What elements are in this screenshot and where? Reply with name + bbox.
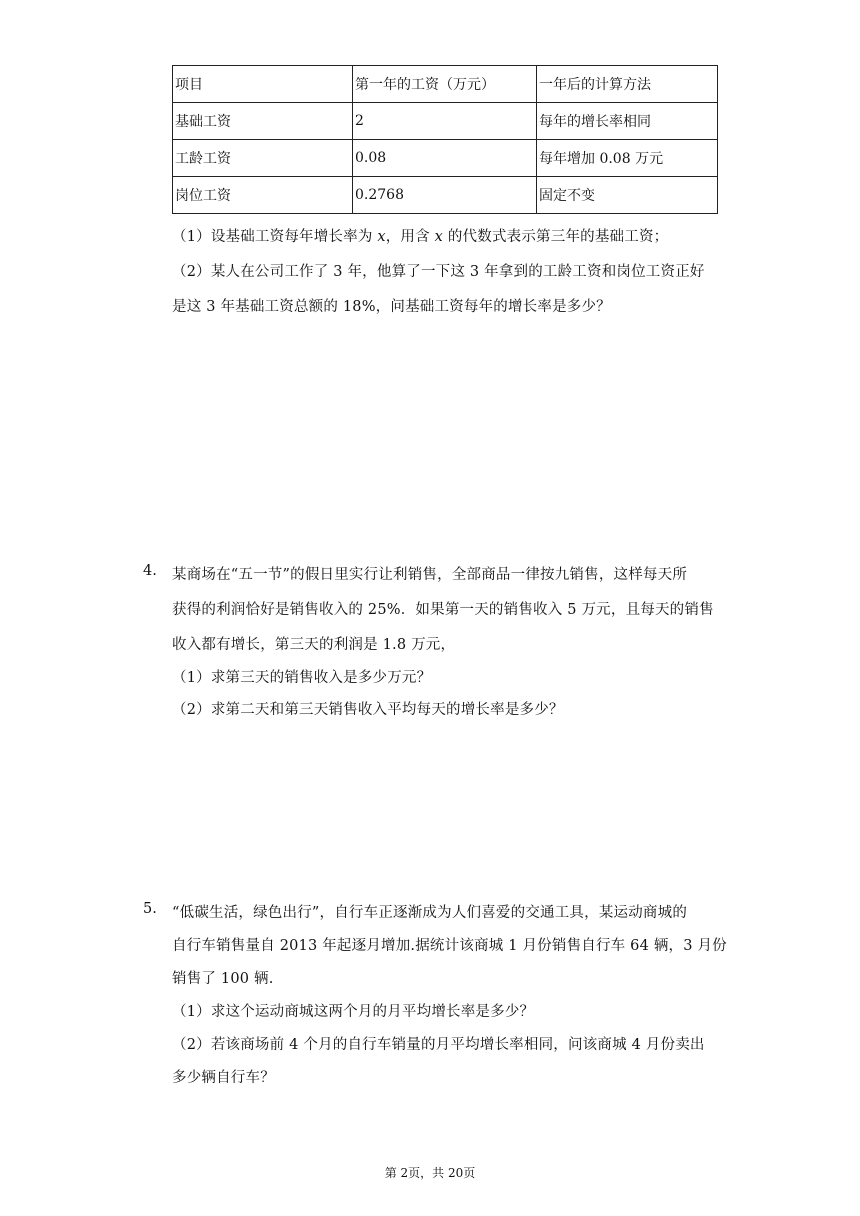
- table-row: [173, 140, 718, 177]
- table-row: [173, 103, 718, 140]
- table-cell: 岗位工资: [173, 177, 353, 214]
- table-cell: 0.2768: [353, 177, 537, 214]
- question-number: 5.: [143, 901, 157, 917]
- table-cell: 工龄工资: [173, 140, 353, 177]
- q4-part2: （2）求第二天和第三天销售收入平均每天的增长率是多少？: [172, 702, 564, 718]
- q5-part2-line1: （2）若该商场前 4 个月的自行车销量的月平均增长率相同，问该商城 4 月份卖出: [172, 1037, 705, 1053]
- variable-x: x: [434, 229, 444, 245]
- q3-part2-line1: （2）某人在公司工作了 3 年，他算了一下这 3 年拿到的工龄工资和岗位工资正好: [172, 264, 705, 280]
- q4-line2: 获得的利润恰好是销售收入的 25%．如果第一天的销售收入 5 万元，且每天的销售: [172, 602, 714, 618]
- table-cell: 0.08: [353, 140, 537, 177]
- q5-line3: 销售了 100 辆.: [172, 971, 274, 987]
- table-cell: 2: [353, 103, 537, 140]
- question-number: 4.: [143, 563, 157, 579]
- q4-part1: （1）求第三天的销售收入是多少万元？: [172, 670, 432, 686]
- q5-line1: “低碳生活，绿色出行”，自行车正逐渐成为人们喜爱的交通工具，某运动商城的: [172, 905, 688, 921]
- page-footer: 第 2页，共 20页: [384, 1166, 476, 1180]
- variable-x: x: [377, 229, 386, 245]
- table-cell: 每年的增长率相同: [537, 103, 718, 140]
- table-row: [173, 177, 718, 214]
- table-header-row: [173, 66, 718, 103]
- q5-part1: （1）求这个运动商城这两个月的月平均增长率是多少？: [172, 1004, 535, 1020]
- q3-part1: [172, 225, 668, 246]
- table-cell: 固定不变: [537, 177, 718, 214]
- table-header-cell: 第一年的工资（万元）: [353, 66, 537, 103]
- q3-part1-text-b: ，用含: [385, 229, 435, 245]
- q5-line2: 自行车销售量自 2013 年起逐月增加.据统计该商城 1 月份销售自行车 64 辆，3 月份: [172, 938, 727, 954]
- table-cell: 基础工资: [173, 103, 353, 140]
- q3-part1-text-a: （1）设基础工资每年增长率为: [172, 229, 378, 245]
- table-header-cell: 项目: [173, 66, 353, 103]
- q5-part2-line2: 多少辆自行车？: [172, 1070, 275, 1086]
- table-cell: 每年增加 0.08 万元: [537, 140, 718, 177]
- q4-line3: 收入都有增长，第三天的利润是 1.8 万元，: [172, 637, 456, 653]
- q4-line1: 某商场在“五一节”的假日里实行让利销售，全部商品一律按九销售，这样每天所: [172, 567, 688, 583]
- q3-part1-text-c: 的代数式表示第三年的基础工资；: [443, 229, 669, 245]
- table-header-cell: 一年后的计算方法: [537, 66, 718, 103]
- salary-table: [172, 65, 718, 214]
- q3-part2-line2: 是这 3 年基础工资总额的 18%，问基础工资每年的增长率是多少？: [172, 299, 611, 315]
